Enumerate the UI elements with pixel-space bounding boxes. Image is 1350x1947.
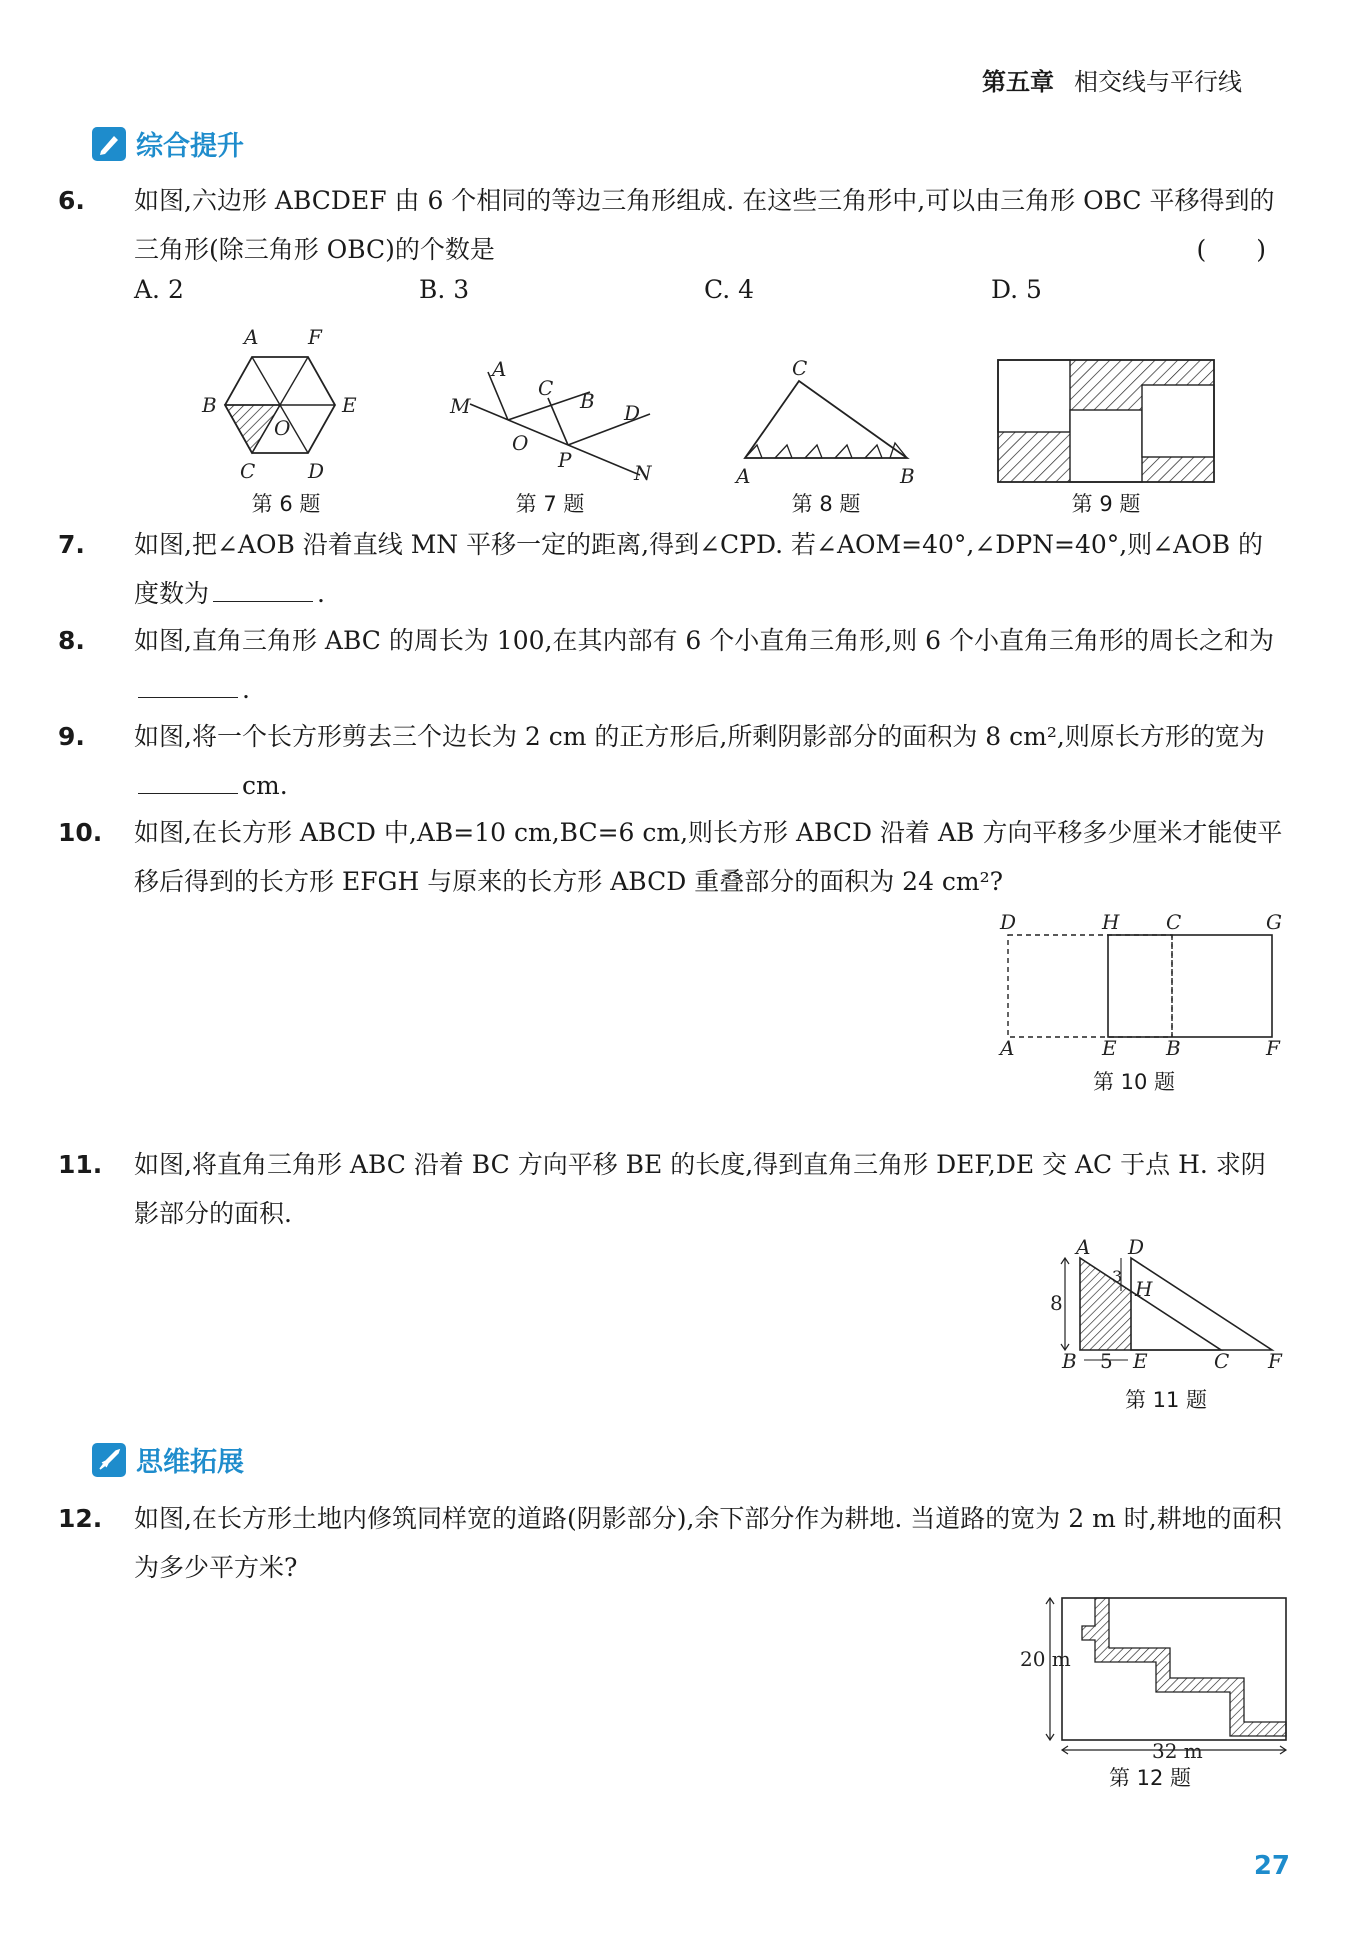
question-text: 如图,将一个长方形剪去三个边长为 2 cm 的正方形后,所剩阴影部分的面积为 8 cm²,则原长方形的宽为	[134, 722, 1265, 751]
figure-9-rectangle	[990, 355, 1220, 490]
question-11	[58, 1140, 1286, 1238]
question-number: 10.	[58, 818, 103, 847]
choice-a[interactable]: A. 2	[134, 275, 184, 304]
question-text-end: cm.	[242, 771, 288, 800]
label: A	[1000, 1036, 1015, 1060]
label: A	[492, 357, 507, 381]
question-text-end: .	[242, 675, 250, 704]
caption-11: 第 11 题	[1124, 1388, 1208, 1412]
label: F	[1266, 1036, 1280, 1060]
page-number: 27	[1253, 1851, 1290, 1881]
question-number: 8.	[58, 626, 85, 655]
question-8	[58, 616, 1286, 714]
choice-d[interactable]: D. 5	[991, 275, 1042, 304]
question-10	[58, 808, 1286, 906]
question-text: 如图,直角三角形 ABC 的周长为 100,在其内部有 6 个小直角三角形,则 6 个小直角三角形的周长之和为	[134, 626, 1275, 655]
answer-blank[interactable]	[138, 671, 238, 698]
answer-blank[interactable]	[138, 767, 238, 794]
label: C	[240, 459, 256, 483]
label: 8	[1050, 1291, 1063, 1315]
question-6	[58, 176, 1286, 274]
caption-6: 第 6 题	[251, 492, 321, 516]
label: D	[624, 401, 641, 425]
choice-b[interactable]: B. 3	[419, 275, 470, 304]
question-number: 12.	[58, 1504, 103, 1533]
label: O	[274, 416, 291, 440]
caption-8: 第 8 题	[791, 492, 861, 516]
answer-blank[interactable]	[213, 575, 313, 602]
rocket-icon	[92, 1443, 126, 1477]
figure-7-angle	[440, 350, 670, 490]
label: D	[1128, 1238, 1145, 1259]
caption-9: 第 9 题	[1071, 492, 1141, 516]
label: C	[1214, 1349, 1230, 1373]
label: 3	[1112, 1267, 1123, 1286]
question-text: 如图,将直角三角形 ABC 沿着 BC 方向平移 BE 的长度,得到直角三角形 DEF,DE 交 AC 于点 H. 求阴影部分的面积.	[134, 1150, 1266, 1228]
question-text: 如图,六边形 ABCDEF 由 6 个相同的等边三角形组成. 在这些三角形中,可以由三角形 OBC 平移得到的三角形(除三角形 OBC)的个数是	[134, 186, 1275, 264]
label: F	[1268, 1349, 1282, 1373]
label: B	[580, 389, 595, 413]
figure-6-hexagon	[190, 320, 380, 490]
label: 20 m	[1020, 1647, 1071, 1671]
label: P	[558, 448, 572, 472]
shaded-region	[1080, 1258, 1131, 1350]
caption-10: 第 10 题	[1092, 1070, 1176, 1094]
label: B	[1166, 1036, 1181, 1060]
label: B	[202, 393, 217, 417]
figure-11-triangles	[1040, 1238, 1290, 1378]
question-text-end: .	[317, 579, 325, 608]
question-number: 6.	[58, 186, 85, 215]
label: B	[1062, 1349, 1077, 1373]
label: 32 m	[1152, 1739, 1203, 1760]
section-title-1: 综合提升	[136, 131, 244, 162]
question-number: 9.	[58, 722, 85, 751]
question-12	[58, 1494, 1286, 1592]
figure-12-field	[1020, 1590, 1290, 1760]
label: C	[538, 376, 554, 400]
answer-paren: ( )	[1196, 235, 1266, 264]
chapter-title: 相交线与平行线	[1074, 68, 1242, 96]
figure-10-rectangles	[990, 905, 1290, 1065]
figure-8-triangle	[730, 355, 930, 490]
question-7	[58, 520, 1286, 618]
label: C	[792, 356, 808, 380]
label: A	[736, 464, 751, 488]
caption-12: 第 12 题	[1108, 1766, 1192, 1790]
label: D	[308, 459, 325, 483]
label: A	[244, 325, 259, 349]
question-text: 如图,在长方形 ABCD 中,AB=10 cm,BC=6 cm,则长方形 ABCD 沿着 AB 方向平移多少厘米才能使平移后得到的长方形 EFGH 与原来的长方形 ABCD 重叠部分的面积为 24 cm²?	[134, 818, 1283, 896]
choice-c[interactable]: C. 4	[704, 275, 755, 304]
page-header	[982, 62, 1242, 97]
label: H	[1135, 1277, 1153, 1301]
label: M	[450, 394, 471, 418]
question-number: 11.	[58, 1150, 103, 1179]
label: F	[308, 325, 322, 349]
chapter-label: 第五章	[982, 68, 1054, 96]
pencil-icon	[92, 127, 126, 161]
label: 5	[1100, 1349, 1113, 1373]
label: H	[1102, 910, 1120, 934]
label: G	[1266, 910, 1282, 934]
section-heading-1	[92, 124, 244, 163]
section-title-2: 思维拓展	[136, 1447, 244, 1478]
section-heading-2	[92, 1440, 244, 1479]
label: E	[1133, 1349, 1148, 1373]
label: B	[900, 464, 915, 488]
label: C	[1166, 910, 1182, 934]
shaded-triangle-obc	[225, 405, 280, 453]
question-number: 7.	[58, 530, 85, 559]
label: N	[634, 461, 652, 485]
label: A	[1076, 1238, 1091, 1259]
caption-7: 第 7 题	[515, 492, 585, 516]
label: E	[1102, 1036, 1117, 1060]
question-9	[58, 712, 1286, 810]
question-text: 如图,在长方形土地内修筑同样宽的道路(阴影部分),余下部分作为耕地. 当道路的宽为 2 m 时,耕地的面积为多少平方米?	[134, 1504, 1282, 1582]
label: E	[342, 393, 357, 417]
label: O	[512, 431, 529, 455]
label: D	[1000, 910, 1017, 934]
question-text: 如图,把∠AOB 沿着直线 MN 平移一定的距离,得到∠CPD. 若∠AOM=40°,∠DPN=40°,则∠AOB 的度数为	[134, 530, 1264, 608]
